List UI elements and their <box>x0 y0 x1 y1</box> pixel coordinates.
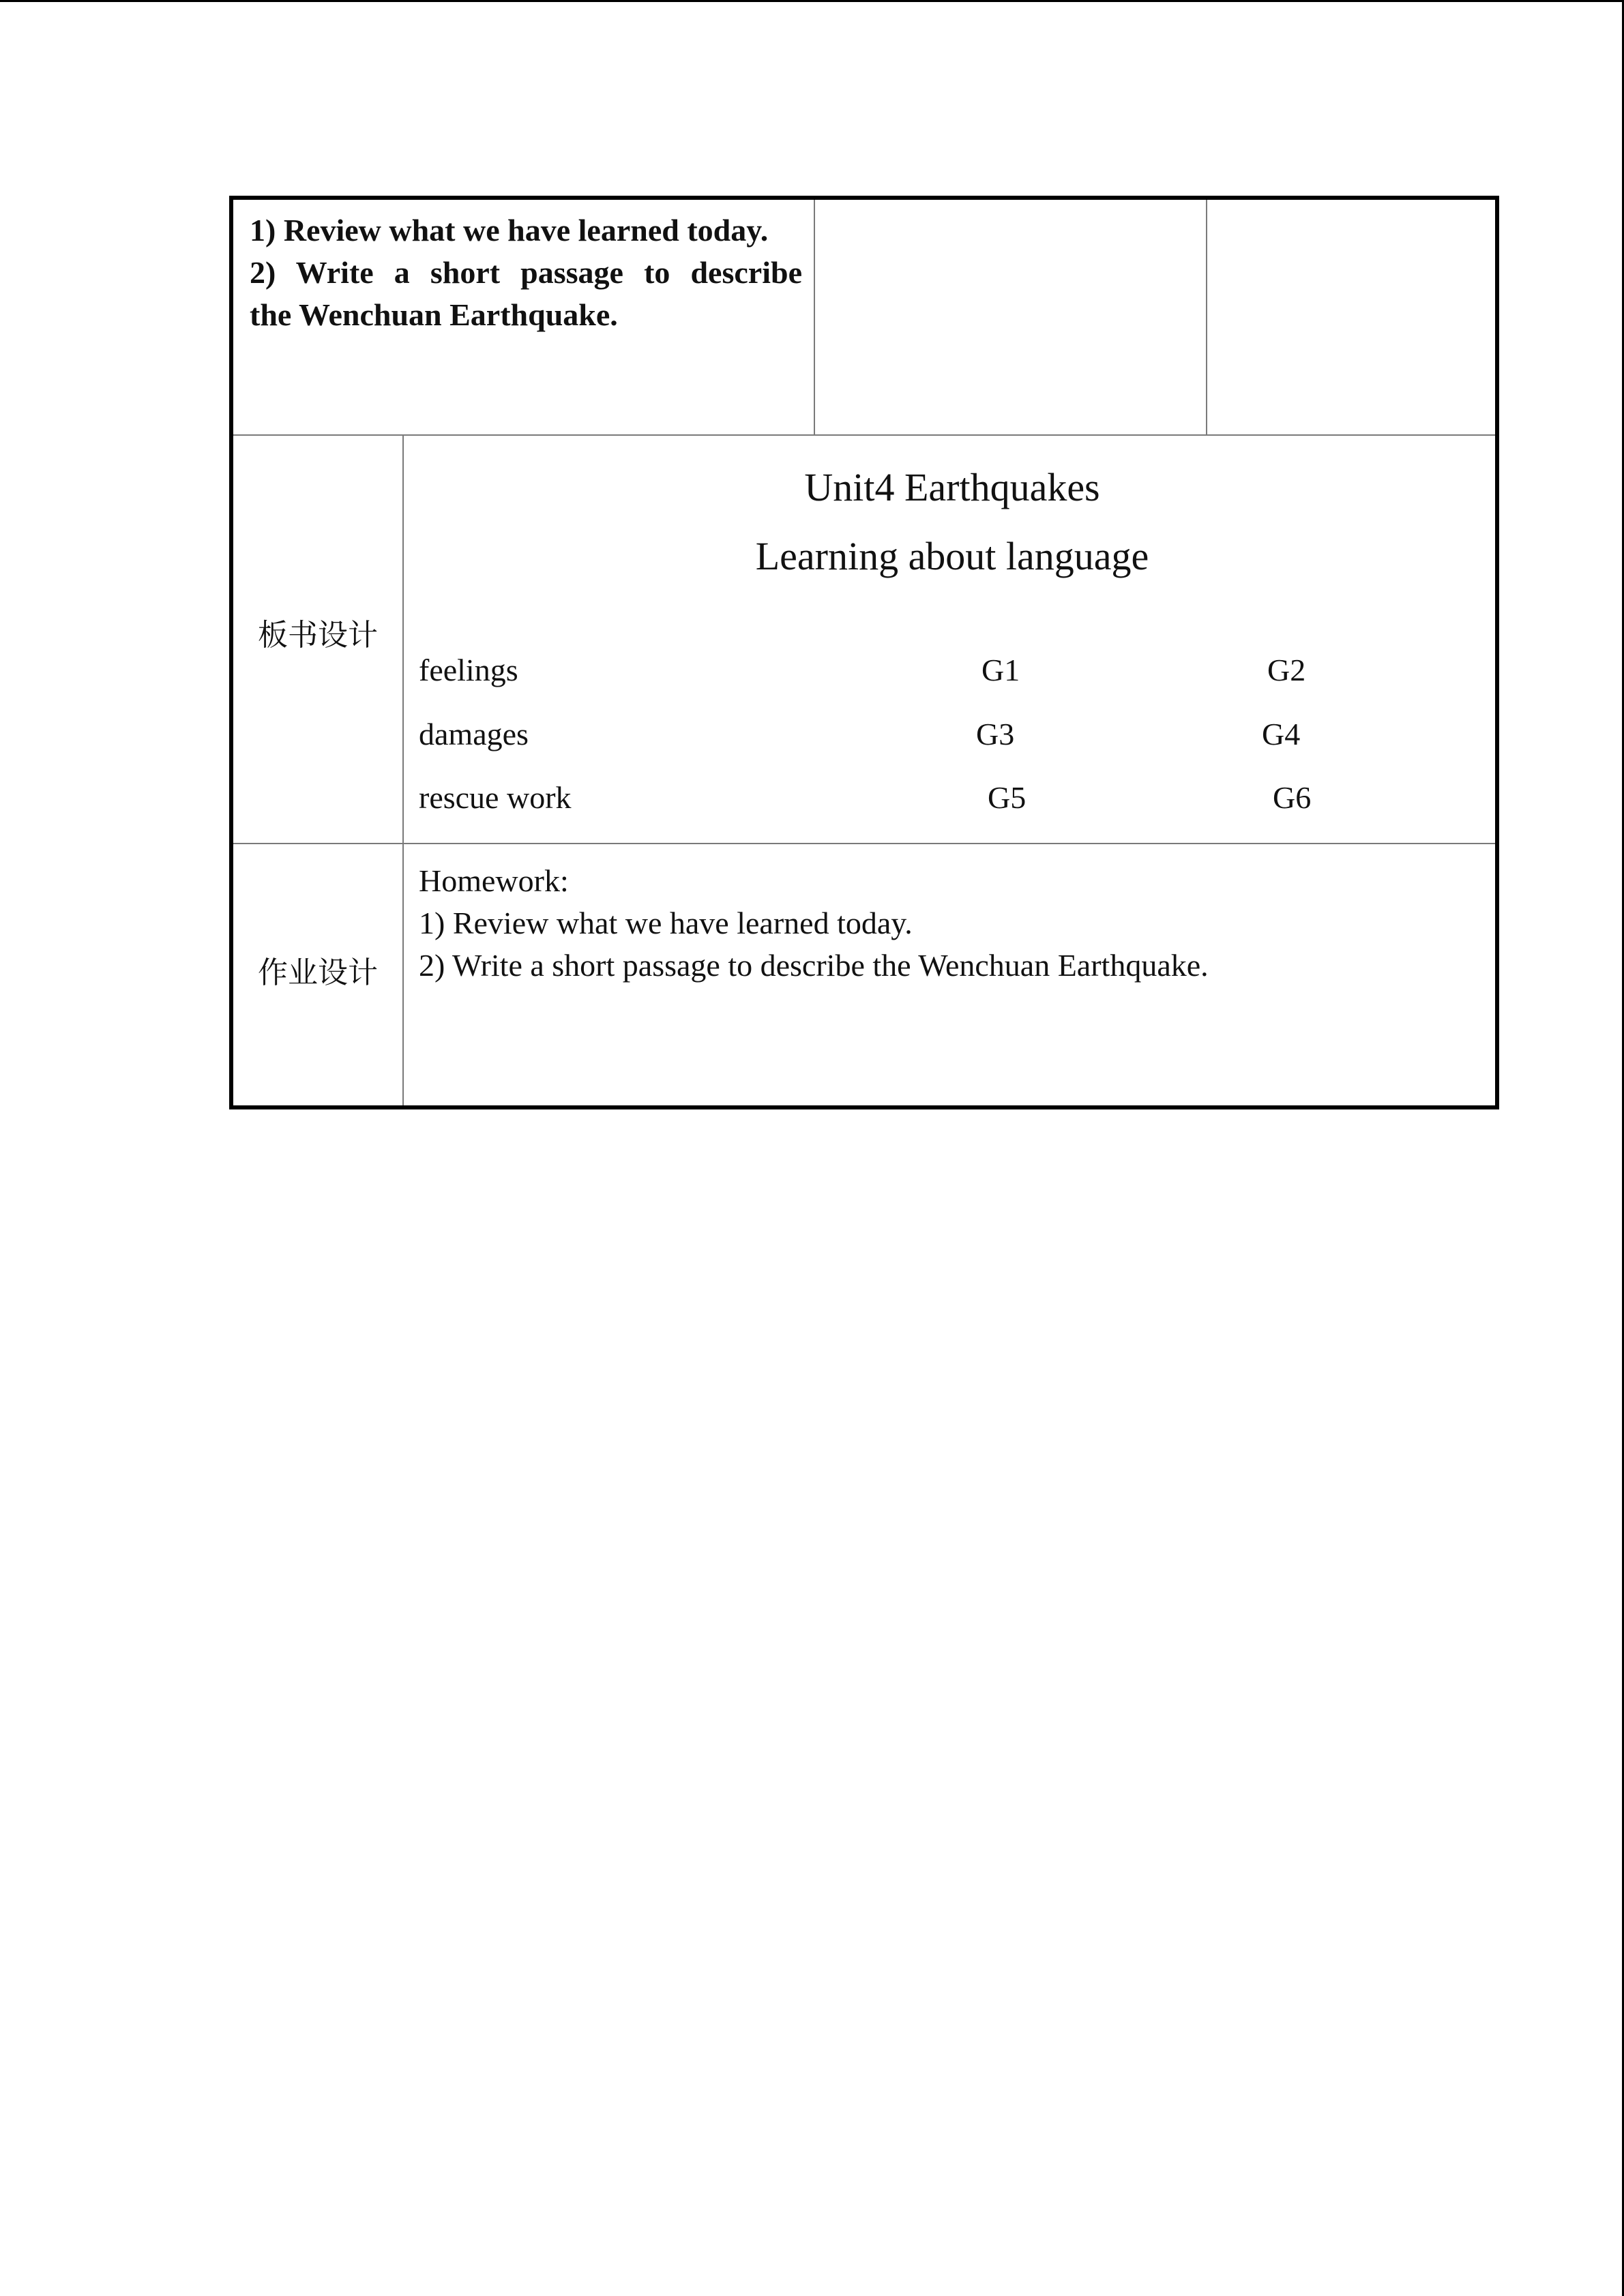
board-row-group-b: G4 <box>1262 717 1301 751</box>
board-row-group-a: G5 <box>988 780 1027 815</box>
board-row-group-b: G2 <box>1267 653 1306 687</box>
board-design-label: 板书设计 <box>258 618 378 653</box>
top-row-divider-2 <box>1206 200 1207 435</box>
board-row-topic: feelings <box>419 653 518 687</box>
board-row-group-a: G3 <box>976 717 1015 751</box>
board-row-topic: damages <box>419 717 529 751</box>
homework-text <box>419 860 1483 987</box>
top-row-text <box>250 209 802 336</box>
homework-item: 2) Write a short passage to describe the Wenchuan Earthquake. <box>419 948 1209 983</box>
board-row-group-a: G1 <box>981 653 1020 687</box>
board-row-topic: rescue work <box>419 780 572 815</box>
top-row-divider-1 <box>814 200 815 435</box>
homework-heading: Homework: <box>419 863 569 898</box>
board-title-subtitle: Learning about language <box>755 534 1149 578</box>
homework-item: 1) Review what we have learned today. <box>419 906 913 940</box>
top-row-line-3: the Wenchuan Earthquake. <box>250 297 618 332</box>
row-divider-top <box>233 434 1495 436</box>
top-row-line-1: 1) Review what we have learned today. <box>250 213 769 248</box>
homework-design-label: 作业设计 <box>258 955 378 990</box>
board-title-unit: Unit4 Earthquakes <box>804 465 1100 509</box>
row-divider-middle <box>233 843 1495 844</box>
board-row-group-b: G6 <box>1273 780 1312 815</box>
page-edge-top <box>0 0 1624 2</box>
lesson-plan-table <box>229 196 1499 1109</box>
top-row-line-2: 2) Write a short passage to describe <box>250 255 802 290</box>
